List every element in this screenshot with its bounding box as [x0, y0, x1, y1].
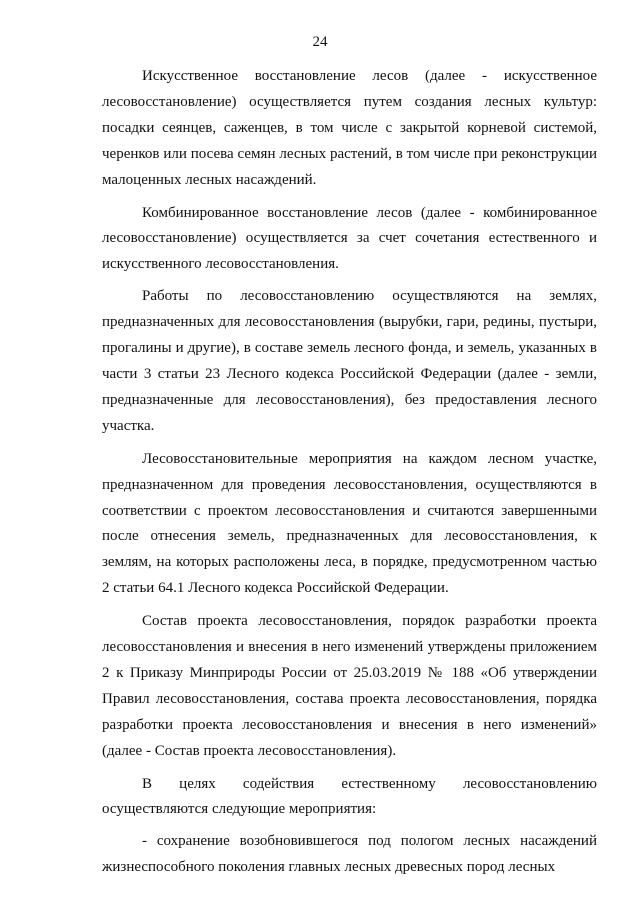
- paragraph-list-item-preservation: - сохранение возобновившегося под пологом лесных насаждений жизнеспособного поколения главных лесных древесных пород лесных: [102, 833, 597, 876]
- paragraph-reforestation-works: Работы по лесовосстановлению осуществляются на землях, предназначенных для лесовосстановления (вырубки, гари, редины, пустыри, прогалины и другие), в составе земель лесного фонда, и земель, указанных в части 3 статьи 23 Лесного кодекса Российской Федерации (далее - земли, предназначенные для лесовосстановления), без предоставления лесного участка.: [102, 288, 597, 434]
- paragraph-project-composition: Состав проекта лесовосстановления, порядок разработки проекта лесовосстановления и внесения в него изменений утверждены приложением 2 к Приказу Минприроды России от 25.03.2019 № 188 «Об утверждении Правил лесовосстановления, состава проекта лесовосстановления, порядка разработки проекта лесовосстановления и внесения в него изменений» (далее - Состав проекта лесовосстановления).: [102, 613, 597, 759]
- paragraph-combined-reforestation: Комбинированное восстановление лесов (далее - комбинированное лесовосстановление) осуществляется за счет сочетания естественного и искусственного лесовосстановления.: [102, 204, 597, 273]
- paragraph-natural-reforestation-assistance: В целях содействия естественному лесовосстановлению осуществляются следующие мероприятия:: [102, 775, 597, 818]
- paragraph-reforestation-measures: Лесовосстановительные мероприятия на каждом лесном участке, предназначенном для проведения лесовосстановления, осуществляются в соответствии с проектом лесовосстановления и считаются завершенными после отнесения земель, предназначенных для лесовосстановления, к землям, на которых расположены леса, в порядке, предусмотренном частью 2 статьи 64.1 Лесного кодекса Российской Федерации.: [102, 450, 597, 597]
- paragraph-artificial-reforestation: Искусственное восстановление лесов (далее - искусственное лесовосстановление) осуществляется путем создания лесных культур: посадки сеянцев, саженцев, в том числе с закрытой корневой системой, черенков или посева семян лесных растений, в том числе при реконструкции малоценных лесных насаждений.: [102, 68, 597, 188]
- document-body: [102, 64, 597, 881]
- page-number: 24: [312, 34, 328, 50]
